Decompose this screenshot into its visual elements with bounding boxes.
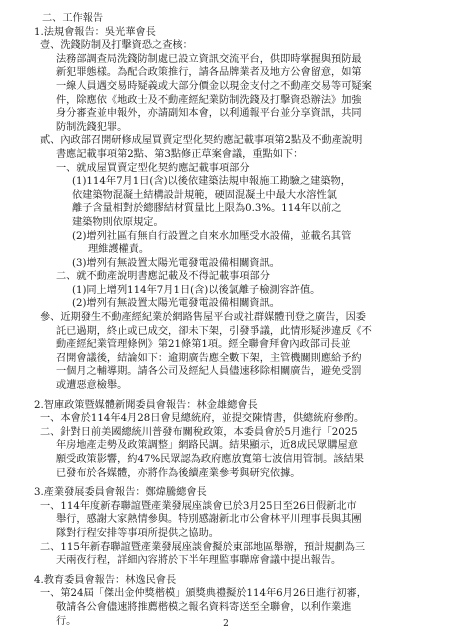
text-line: 二、就不動產說明書應記載及不得記載事項部分 bbox=[56, 271, 270, 283]
text-line: 防制洗錢犯罪。 bbox=[56, 121, 128, 133]
text-line: 依建築物混凝土結構設計規範，硬固混凝土中最大水溶性氯 bbox=[72, 189, 337, 201]
text-line: (1)114年7月1日(含)以後依建築法規申報施工勘驗之建築物， bbox=[72, 176, 351, 188]
text-line: 願受政策影響，約47%民眾認為政府應放寬第七波信用管制。該結果 bbox=[56, 454, 364, 465]
text-line: 書應記載事項第2點、第3點修正草案會議，重點如下： bbox=[56, 148, 304, 160]
text-line: 新犯罪態樣。為配合政策推行，請各品牌業者及地方公會留意，如第 bbox=[56, 67, 362, 79]
text-line: 召開會議後，結論如下：逾期廣告應全數下架，主管機關則應給予約 bbox=[56, 352, 362, 364]
text-line: 動產經紀業管理條例》第21條第1項。經全聯會拜會內政部司長並 bbox=[56, 339, 351, 351]
text-line: 一、就成屋買賣定型化契約應記載事項部分 bbox=[56, 162, 250, 174]
text-line: (2)增列有無設置太陽光電發電設備相關資訊。 bbox=[72, 298, 280, 310]
text-line: 理維護權責。 bbox=[88, 244, 150, 256]
text-line: 託已過期，終止或已成交，卻未下架，引發爭議，此情形疑涉違反《不 bbox=[56, 325, 372, 337]
text-line: 或遭惡意檢舉。 bbox=[56, 380, 128, 392]
text-line: 隊對行程安排等事項所提供之協助。 bbox=[56, 527, 219, 539]
text-line: 二、針對日前美國總統川普發布關稅政策，本委員會於5月進行「2025 bbox=[40, 426, 358, 438]
text-line: 天兩夜行程，詳細內容將於下半年理監事聯席會議中提出報告。 bbox=[56, 555, 342, 567]
text-line: 參、近期發生不動產經紀業於網路售屋平台或社群媒體刊登之廣告，因委 bbox=[40, 312, 366, 324]
text-line: 一、第24屆「傑出金仲獎楷模」頒獎典禮擬於114年6月26日進行初審， bbox=[40, 588, 367, 600]
text-line: 一、114年度新春聯誼暨產業發展座談會已於3月25日至26日假新北市 bbox=[40, 500, 357, 512]
text-line: 身分審查並申報外，亦請副知本會，以利通報平台並分享資訊，共同 bbox=[56, 108, 362, 120]
text-line: 建築物則依原規定。 bbox=[72, 216, 164, 228]
text-line: 行。 bbox=[56, 615, 77, 627]
text-line: 敬請各公會儘速將推薦楷模之報名資料寄送至全聯會，以利作業進 bbox=[56, 601, 352, 613]
text-line: 已發布於各媒體，亦將作為後續產業參考與研究依據。 bbox=[56, 467, 301, 479]
section-title: 3.產業發展委員會報告：鄭煒騰總會長 bbox=[34, 487, 207, 499]
text-line: 一線人員遇交易時疑義或大部分價金以現金支付之不動產交易等可疑案 bbox=[56, 80, 372, 92]
text-line: 舉行，感謝大家熱情參與。特別感謝新北市公會林平川理事長與其團 bbox=[56, 514, 362, 526]
section-heading: 二、工作報告 bbox=[42, 13, 104, 24]
text-line: 法務部調查局洗錢防制處已設立資訊交流平台，供即時掌握與預防最 bbox=[56, 53, 362, 65]
text-line: 壹、洗錢防制及打擊資恐之查核： bbox=[40, 40, 193, 52]
section-title: 4.教育委員會報告：林逸民會長 bbox=[34, 574, 177, 586]
text-line: 二、115年新春聯誼暨產業發展座談會擬於東部地區舉辦，預計規劃為三 bbox=[40, 541, 366, 553]
text-line: 年房地產走勢及政策調整」網路民調。結果顯示，近8成民眾購屋意 bbox=[56, 440, 358, 452]
text-line: (2)增列社區有無自行設置之自來水加壓受水設備，並載名其管 bbox=[72, 230, 352, 242]
text-line: 貳、內政部召開研修成屋買賣定型化契約應記載事項第2點及不動產說明 bbox=[40, 135, 363, 147]
text-line: 一個月之輔導期。請各公司及經紀人員儘速移除相關廣告，避免受罰 bbox=[56, 366, 362, 378]
section-title: 1.法規會報告：吳光華會長 bbox=[34, 26, 156, 38]
report-sections bbox=[34, 26, 422, 629]
text-line: 離子含量相對於總膠結材質量比上限為0.3%。114年以前之 bbox=[72, 203, 342, 215]
text-line: (1)同上增列114年7月1日(含)以後氯離子檢測容許值。 bbox=[72, 284, 321, 296]
page-number: 2 bbox=[223, 619, 229, 629]
text-line: (3)增列有無設置太陽光電發電設備相關資訊。 bbox=[72, 257, 280, 269]
text-line: 一、本會於114年4月28日會見總統府，並提交陳情書，供總統府參酌。 bbox=[40, 413, 365, 425]
text-line: 件，除應依《地政士及不動產經紀業防制洗錢及打擊資恐辦法》加強 bbox=[56, 94, 362, 106]
section-title: 2.智庫政策暨媒體新聞委員會報告：林金雄總會長 bbox=[34, 399, 258, 411]
